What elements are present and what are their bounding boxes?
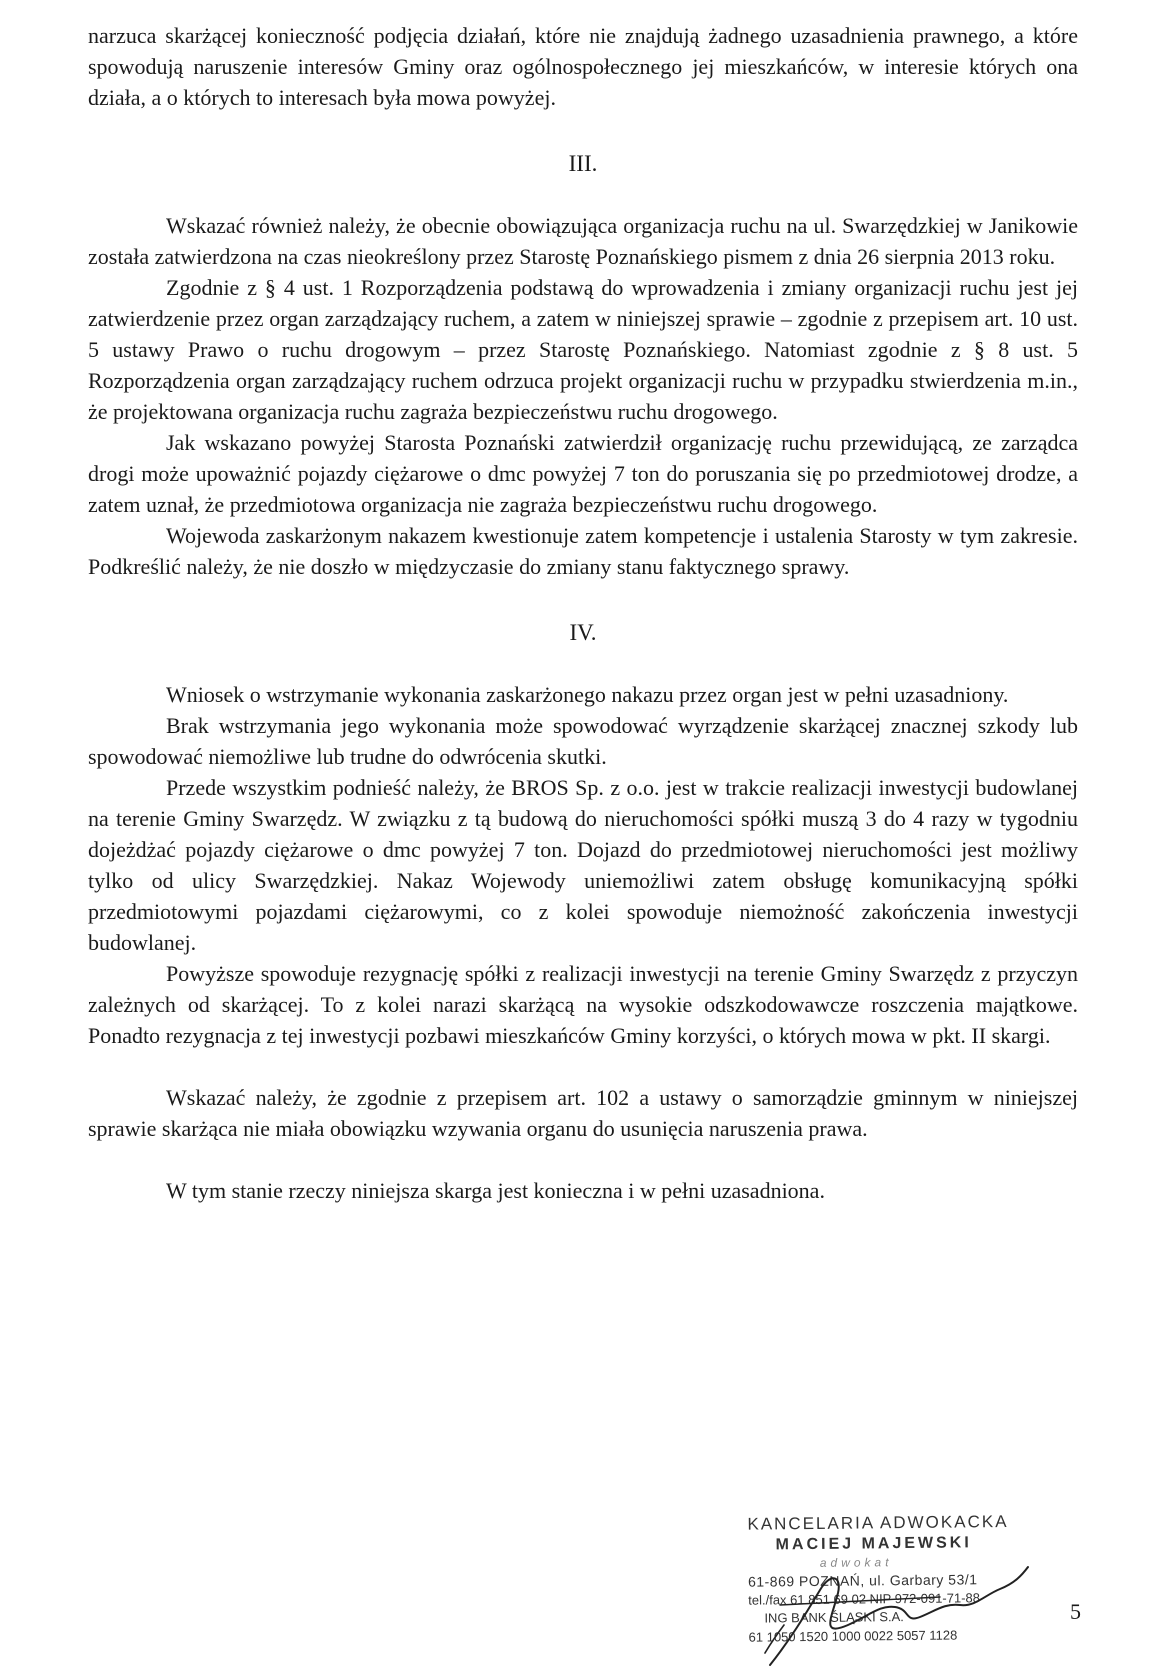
paragraph: Wojewoda zaskarżonym nakazem kwestionuje zatem kompetencje i ustalenia Starosty w tym zakresie. Podkreślić należy, że nie doszło w międzyczasie do zmiany stanu faktycznego sprawy. bbox=[88, 523, 1078, 579]
paragraph: narzuca skarżącej konieczność podjęcia działań, które nie znajdują żadnego uzasadnienia prawnego, a które spowodują naruszenie interesów Gminy oraz ogólnospołecznego jej mieszkańców, w interesie których ona działa, a o których to interesach była mowa powyżej. bbox=[88, 23, 1078, 110]
paragraph: Wskazać również należy, że obecnie obowiązująca organizacja ruchu na ul. Swarzędzkiej w Janikowie została zatwierdzona na czas nieokreślony przez Starostę Poznańskiego pismem z dnia 26 sierpnia 2013 roku. bbox=[88, 213, 1078, 269]
stamp-account: 61 1050 1520 1000 0022 5057 1128 bbox=[748, 1627, 958, 1645]
closing-paragraph: W tym stanie rzeczy niniejsza skarga jest konieczna i w pełni uzasadniona. bbox=[166, 1178, 825, 1203]
stamp-title: adwokat bbox=[819, 1555, 893, 1570]
paragraph: Zgodnie z § 4 ust. 1 Rozporządzenia podstawą do wprowadzenia i zmiany organizacji ruchu jest jej zatwierdzenie przez organ zarządzający ruchem, a zatem w niniejszej sprawie – zgodnie z przepisem art. 10 ust. 5 ustawy Prawo o ruchu drogowym – przez Starostę Poznańskiego. Natomiast zgodnie z § 8 ust. 5 Rozporządzenia organ zarządzający ruchem odrzuca projekt organizacji ruchu w przypadku stwierdzenia m.in., że projektowana organizacja ruchu zagraża bezpieczeństwu ruchu drogowego. bbox=[88, 275, 1078, 424]
stamp-lawyer-name: MACIEJ MAJEWSKI bbox=[775, 1534, 972, 1554]
paragraph: Wskazać należy, że zgodnie z przepisem art. 102 a ustawy o samorządzie gminnym w niniejszej sprawie skarżąca nie miała obowiązku wzywania organu do usunięcia naruszenia prawa. bbox=[88, 1085, 1078, 1141]
section-heading-iv: IV. bbox=[569, 620, 597, 645]
stamp-bank: ING BANK ŚLĄSKI S.A. bbox=[764, 1609, 904, 1626]
paragraph: Przede wszystkim podnieść należy, że BROS Sp. z o.o. jest w trakcie realizacji inwestycji budowlanej na terenie Gminy Swarzędz. W związku z tą budową do nieruchomości spółki muszą 3 do 4 razy w tygodniu dojeżdżać pojazdy ciężarowe o dmc powyżej 7 ton. Dojazd do przedmiotowej nieruchomości jest możliwy tylko od ulicy Swarzędzkiej. Nakaz Wojewody uniemożliwi zatem obsługę komunikacyjną spółki przedmiotowymi pojazdami ciężarowymi, co z kolei spowoduje niemożność zakończenia inwestycji budowlanej. bbox=[88, 775, 1078, 955]
paragraph: Jak wskazano powyżej Starosta Poznański zatwierdził organizację ruchu przewidującą, ze zarządca drogi może upoważnić pojazdy ciężarowe o dmc powyżej 7 ton do poruszania się po przedmiotowej drodze, a zatem uznał, że przedmiotowa organizacja nie zagraża bezpieczeństwu ruchu drogowego. bbox=[88, 430, 1078, 517]
handwritten-signature bbox=[760, 1545, 1060, 1670]
page-number: 5 bbox=[1070, 1599, 1081, 1624]
paragraph: Wniosek o wstrzymanie wykonania zaskarżonego nakazu przez organ jest w pełni uzasadniony. bbox=[166, 682, 1009, 707]
section-heading-iii: III. bbox=[568, 151, 598, 176]
stamp-office-name: KANCELARIA ADWOKACKA bbox=[747, 1511, 1009, 1534]
stamp-phone-nip: tel./fax 61 851 69 02 NIP 972-091-71-88 bbox=[748, 1590, 981, 1608]
paragraph: Brak wstrzymania jego wykonania może spowodować wyrządzenie skarżącej znacznej szkody lub spowodować niemożliwe lub trudne do odwrócenia skutki. bbox=[88, 713, 1078, 769]
paragraph: Powyższe spowoduje rezygnację spółki z realizacji inwestycji na terenie Gminy Swarzędz z przyczyn zależnych od skarżącej. To z kolei narazi skarżącą na wysokie odszkodowawcze roszczenia majątkowe. Ponadto rezygnacja z tej inwestycji pozbawi mieszkańców Gminy korzyści, o których mowa w pkt. II skargi. bbox=[88, 961, 1078, 1048]
document-page bbox=[88, 20, 1078, 1206]
stamp-address: 61-869 POZNAŃ, ul. Garbary 53/1 bbox=[747, 1571, 978, 1590]
